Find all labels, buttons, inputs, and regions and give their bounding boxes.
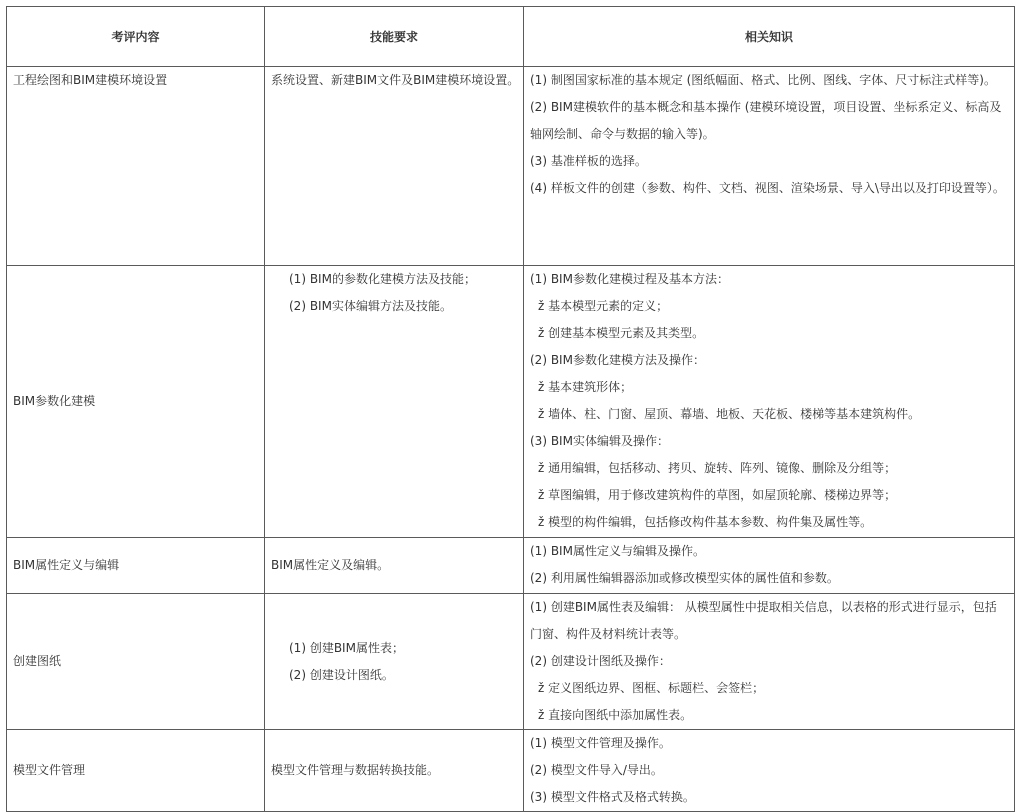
knowledge-text: (3) BIM实体编辑及操作： (530, 434, 669, 448)
knowledge-bullet: ž 直接向图纸中添加属性表。 (538, 708, 693, 722)
skill-text: (2) 创建设计图纸。 (289, 667, 394, 682)
content-text: BIM属性定义与编辑 (13, 558, 120, 572)
table-row (7, 67, 1015, 266)
knowledge-bullet: ž 草图编辑，用于修改建筑构件的草图，如屋顶轮廓、楼梯边界等； (538, 488, 897, 502)
content-text: 工程绘图和BIM建模环境设置 (13, 73, 168, 87)
header-row (7, 7, 1015, 67)
knowledge-cell (524, 538, 1015, 594)
knowledge-cell (524, 730, 1015, 812)
knowledge-text: (2) 创建设计图纸及操作： (530, 654, 671, 668)
knowledge-bullet: ž 基本模型元素的定义； (538, 299, 669, 313)
knowledge-text: (3) 模型文件格式及格式转换。 (530, 790, 695, 804)
knowledge-text: (1) BIM属性定义与编辑及操作。 (530, 544, 705, 558)
content-cell (7, 538, 265, 594)
assessment-table (6, 6, 1015, 812)
knowledge-text: (1) 制图国家标准的基本规定 (图纸幅面、格式、比例、图线、字体、尺寸标注式样等)。 (530, 73, 996, 87)
knowledge-bullet: ž 通用编辑，包括移动、拷贝、旋转、阵列、镜像、删除及分组等； (538, 461, 897, 475)
skill-text: 系统设置、新建BIM文件及BIM建模环境设置。 (271, 73, 520, 87)
skill-text: 模型文件管理与数据转换技能。 (271, 763, 440, 777)
knowledge-bullet: ž 定义图纸边界、图框、标题栏、会签栏； (538, 681, 765, 695)
skills-cell (265, 730, 524, 812)
knowledge-cell (524, 67, 1015, 266)
knowledge-text: (4) 样板文件的创建（参数、构件、文档、视图、渲染场景、导入\导出以及打印设置等）。 (530, 181, 1005, 195)
table-row (7, 730, 1015, 812)
knowledge-text: (1) 模型文件管理及操作。 (530, 736, 671, 750)
skill-text: (2) BIM实体编辑方法及技能。 (289, 299, 452, 313)
skills-cell (265, 594, 524, 730)
content-text: 创建图纸 (13, 654, 62, 668)
header-content: 考评内容 (7, 7, 265, 67)
knowledge-cell (524, 594, 1015, 730)
knowledge-text: (2) BIM建模软件的基本概念和基本操作 (建模环境设置，项目设置、坐标系定义、标高及轴网绘制、命令与数据的输入等)。 (530, 100, 1002, 141)
knowledge-cell (524, 266, 1015, 538)
knowledge-text: (3) 基准样板的选择。 (530, 154, 647, 168)
table-row (7, 266, 1015, 538)
content-cell (7, 594, 265, 730)
knowledge-bullet: ž 基本建筑形体； (538, 380, 633, 394)
knowledge-text: (2) BIM参数化建模方法及操作： (530, 353, 705, 367)
knowledge-text: (2) 利用属性编辑器添加或修改模型实体的属性值和参数。 (530, 571, 839, 585)
skills-cell (265, 538, 524, 594)
skill-text: (1) 创建BIM属性表； (289, 640, 404, 655)
header-skills: 技能要求 (265, 7, 524, 67)
content-cell (7, 67, 265, 266)
skills-cell (265, 67, 524, 266)
header-knowledge: 相关知识 (524, 7, 1015, 67)
table-row (7, 538, 1015, 594)
knowledge-text: (1) BIM参数化建模过程及基本方法： (530, 272, 729, 286)
knowledge-text: (1) 创建BIM属性表及编辑： 从模型属性中提取相关信息，以表格的形式进行显示，包括门窗、构件及材料统计表等。 (530, 600, 997, 641)
content-cell (7, 266, 265, 538)
skills-cell (265, 266, 524, 538)
knowledge-text: (2) 模型文件导入/导出。 (530, 763, 663, 777)
content-cell (7, 730, 265, 812)
knowledge-bullet: ž 模型的构件编辑，包括修改构件基本参数、构件集及属性等。 (538, 515, 873, 529)
skill-text: BIM属性定义及编辑。 (271, 558, 390, 572)
content-text: BIM参数化建模 (13, 394, 96, 408)
skill-text: (1) BIM的参数化建模方法及技能； (289, 272, 476, 286)
table-row (7, 594, 1015, 730)
knowledge-bullet: ž 创建基本模型元素及其类型。 (538, 326, 705, 340)
knowledge-bullet: ž 墙体、柱、门窗、屋顶、幕墙、地板、天花板、楼梯等基本建筑构件。 (538, 407, 921, 421)
content-text: 模型文件管理 (13, 763, 86, 777)
